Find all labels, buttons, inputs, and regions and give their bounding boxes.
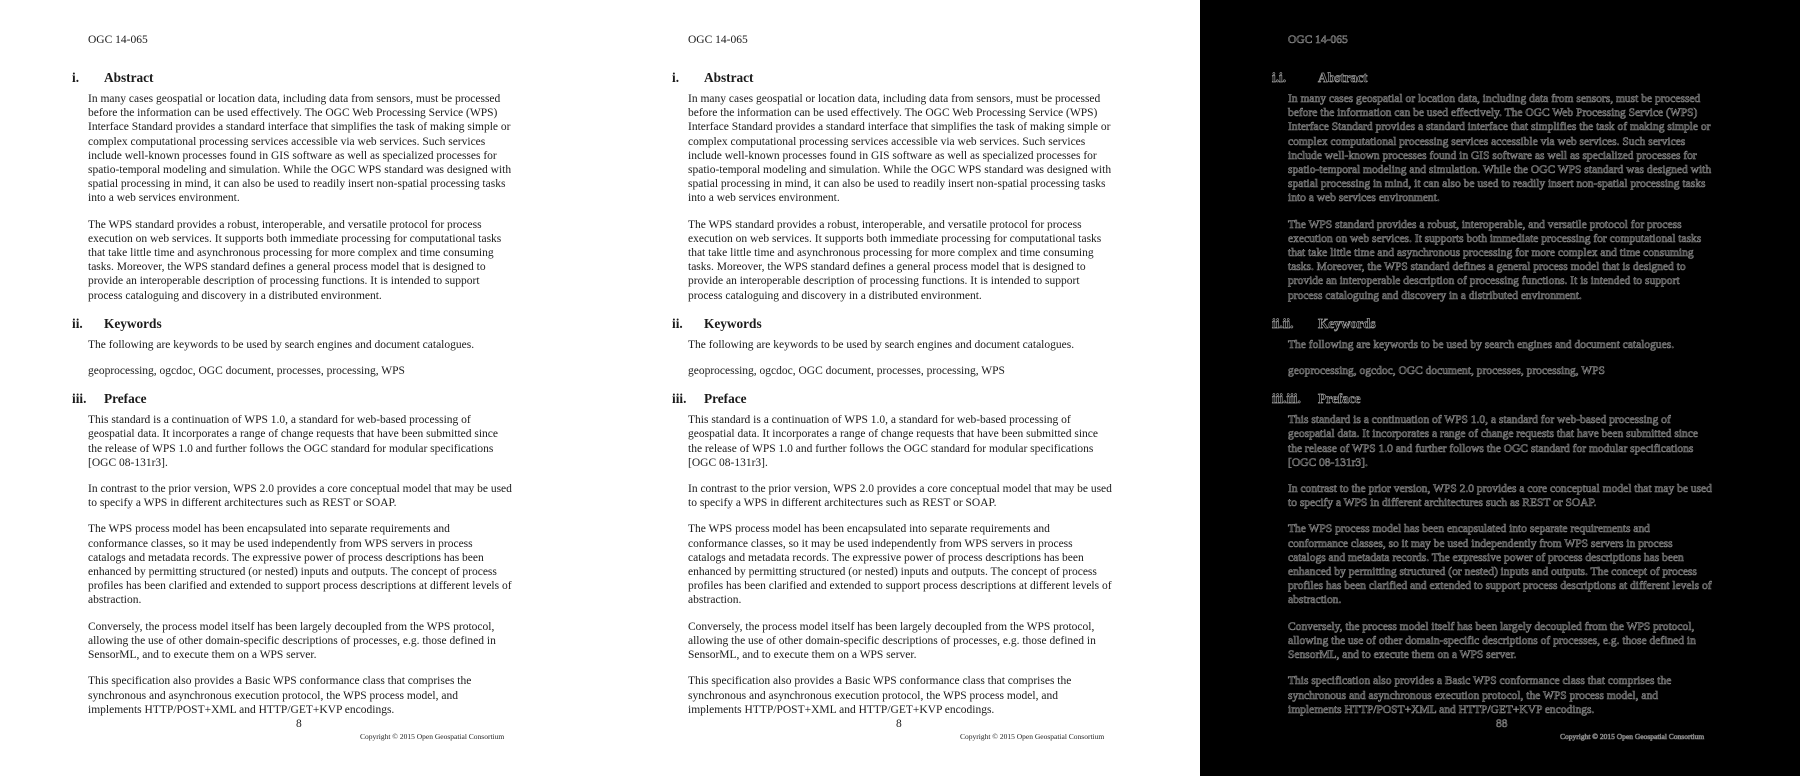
paragraph: This specification also provides a Basic WPS conformance class that comprises the synchronous and asynchronous execution protocol, the WPS process model, and implements HTTP/POST+XML and HTTP/GET+KVP encodings. — [1288, 675, 1672, 716]
paragraph: The WPS process model has been encapsulated into separate requirements and conformance classes, so it may be used independently from WPS servers in process catalogs and metadata records. The expressive power of process descriptions has been enhanced by permitting structured (or nested) inputs and outputs. The concept of process profiles has been clarified and extended to support process descriptions at different levels of abstraction. — [1288, 523, 1712, 607]
section-number: ii. — [1272, 315, 1283, 331]
paragraph: The following are keywords to be used by search engines and document catalogues. — [1288, 338, 1675, 351]
paragraph: The WPS standard provides a robust, interoperable, and versatile protocol for process execution on web services. It supports both immediate processing for computational tasks that take little time and asynchronous processing for more complex and time consuming tasks. Moreover, the WPS standard defines a general process model that is designed to provide an interoperable description of processing functions. It is intended to support process cataloguing and discovery in a distributed environment. — [688, 218, 1102, 302]
paragraph: The WPS standard provides a robust, interoperable, and versatile protocol for process execution on web services. It supports both immediate processing for computational tasks that take little time and asynchronous processing for more complex and time consuming tasks. Moreover, the WPS standard defines a general process model that is designed to provide an interoperable description of processing functions. It is intended to support process cataloguing and discovery in a distributed environment. — [1288, 218, 1702, 302]
paragraph: In many cases geospatial or location data, including data from sensors, must be processed before the information can be used effectively. The OGC Web Processing Service (WPS) Interface Standard provides a standard interface that simplifies the task of making simple or complex computational processing services accessible via web services. Such services include well-known processes found in GIS software as well as specialized processes for spatio-temporal modeling and simulation. While the OGC WPS standard was designed with spatial processing in mind, it can also be used to readily insert non-spatial processing tasks into a web services environment. — [688, 93, 1112, 205]
section-number: i. — [72, 70, 80, 85]
paragraph: geoprocessing, ogcdoc, OGC document, processes, processing, WPS — [88, 365, 405, 378]
paragraph: The WPS process model has been encapsulated into separate requirements and conformance classes, so it may be used independently from WPS servers in process catalogs and metadata records. The expressive power of process descriptions has been enhanced by permitting structured (or nested) inputs and outputs. The concept of process profiles has been clarified and extended to support process descriptions at different levels of abstraction. — [88, 523, 512, 607]
section-heading — [672, 70, 1112, 86]
section-number: iii. — [672, 391, 687, 407]
section-heading — [1272, 316, 1712, 332]
section-preface — [1272, 391, 1712, 717]
section-heading — [72, 316, 512, 332]
copyright-footer: Copyright © 2015 Open Geospatial Consortium — [1560, 732, 1705, 741]
section-abstract — [1272, 70, 1712, 303]
paragraph: This standard is a continuation of WPS 1.0, a standard for web-based processing of geospatial data. It incorporates a range of change requests that have been submitted since the release of WPS 1.0 and further follows the OGC standard for modular specifications [OGC 08-131r3]. — [1288, 414, 1699, 469]
section-title: Abstract — [704, 70, 754, 85]
paragraph: This standard is a continuation of WPS 1.0, a standard for web-based processing of geospatial data. It incorporates a range of change requests that have been submitted since the release of WPS 1.0 and further follows the OGC standard for modular specifications [OGC 08-131r3]. — [88, 414, 499, 469]
paragraph: The WPS standard provides a robust, interoperable, and versatile protocol for process execution on web services. It supports both immediate processing for computational tasks that take little time and asynchronous processing for more complex and time consuming tasks. Moreover, the WPS standard defines a general process model that is designed to provide an interoperable description of processing functions. It is intended to support process cataloguing and discovery in a distributed environment. — [88, 218, 502, 302]
section-number: iii. — [72, 391, 87, 407]
section-keywords — [672, 316, 1112, 378]
doc-id: OGC 14-065 — [88, 34, 148, 46]
section-title: Keywords — [704, 315, 762, 331]
section-number-doubled — [1272, 316, 1318, 332]
paragraph: In many cases geospatial or location data, including data from sensors, must be processed before the information can be used effectively. The OGC Web Processing Service (WPS) Interface Standard provides a standard interface that simplifies the task of making simple or complex computational processing services accessible via web services. Such services include well-known processes found in GIS software as well as specialized processes for spatio-temporal modeling and simulation. While the OGC WPS standard was designed with spatial processing in mind, it can also be used to readily insert non-spatial processing tasks into a web services environment. — [88, 93, 512, 205]
document-page-original — [0, 0, 600, 776]
paragraph: Conversely, the process model itself has been largely decoupled from the WPS protocol, allowing the use of other domain-specific descriptions of processes, e.g. those defined in SensorML, and to execute them on a WPS server. — [688, 620, 1096, 662]
paragraph: In contrast to the prior version, WPS 2.0 provides a core conceptual model that may be used to specify a WPS in different architectures such as REST or SOAP. — [688, 483, 1112, 510]
doc-id: OGC 14-065 — [1288, 34, 1348, 46]
section-heading — [72, 391, 512, 407]
section-title: Keywords — [104, 315, 162, 331]
page-number: 88 — [1496, 718, 1508, 730]
section-number-doubled — [1272, 391, 1318, 407]
paragraph: In contrast to the prior version, WPS 2.0 provides a core conceptual model that may be used to specify a WPS in different architectures such as REST or SOAP. — [88, 483, 512, 510]
copyright-footer: Copyright © 2015 Open Geospatial Consortium — [960, 732, 1105, 741]
page-number: 8 — [296, 718, 302, 730]
page-number: 8 — [896, 718, 902, 730]
paragraph: In many cases geospatial or location data, including data from sensors, must be processed before the information can be used effectively. The OGC Web Processing Service (WPS) Interface Standard provides a standard interface that simplifies the task of making simple or complex computational processing services accessible via web services. Such services include well-known processes found in GIS software as well as specialized processes for spatio-temporal modeling and simulation. While the OGC WPS standard was designed with spatial processing in mind, it can also be used to readily insert non-spatial processing tasks into a web services environment. — [1288, 93, 1712, 205]
section-number: i. — [1279, 70, 1287, 85]
section-title: Keywords — [1318, 315, 1376, 331]
document-page-outlined — [1200, 0, 1800, 776]
section-preface — [672, 391, 1112, 717]
section-abstract — [72, 70, 512, 303]
section-heading — [1272, 391, 1712, 407]
paragraph: Conversely, the process model itself has been largely decoupled from the WPS protocol, allowing the use of other domain-specific descriptions of processes, e.g. those defined in SensorML, and to execute them on a WPS server. — [1288, 620, 1696, 662]
section-number: ii. — [72, 315, 83, 331]
section-preface — [72, 391, 512, 717]
section-title: Preface — [1318, 391, 1361, 407]
paragraph: geoprocessing, ogcdoc, OGC document, processes, processing, WPS — [688, 365, 1005, 378]
paragraph: This standard is a continuation of WPS 1.0, a standard for web-based processing of geospatial data. It incorporates a range of change requests that have been submitted since the release of WPS 1.0 and further follows the OGC standard for modular specifications [OGC 08-131r3]. — [688, 414, 1099, 469]
section-number: iii. — [1286, 391, 1301, 407]
section-title: Abstract — [1318, 70, 1368, 85]
section-heading — [72, 70, 512, 86]
paragraph: In contrast to the prior version, WPS 2.0 provides a core conceptual model that may be used to specify a WPS in different architectures such as REST or SOAP. — [1288, 483, 1712, 510]
document-page-copy — [600, 0, 1200, 776]
section-number: i. — [1272, 70, 1280, 85]
page-content — [72, 70, 512, 730]
paragraph: Conversely, the process model itself has been largely decoupled from the WPS protocol, allowing the use of other domain-specific descriptions of processes, e.g. those defined in SensorML, and to execute them on a WPS server. — [88, 620, 496, 662]
section-number: iii. — [1272, 391, 1287, 407]
section-title: Preface — [104, 391, 147, 407]
section-heading — [672, 391, 1112, 407]
section-number-doubled — [1272, 70, 1318, 86]
section-abstract — [672, 70, 1112, 303]
section-keywords — [1272, 316, 1712, 378]
section-title: Abstract — [104, 70, 154, 85]
paragraph: This specification also provides a Basic WPS conformance class that comprises the synchronous and asynchronous execution protocol, the WPS process model, and implements HTTP/POST+XML and HTTP/GET+KVP encodings. — [688, 675, 1072, 716]
paragraph: The following are keywords to be used by search engines and document catalogues. — [688, 338, 1075, 351]
section-number: ii. — [1282, 315, 1294, 331]
page-content — [672, 70, 1112, 730]
paragraph: The WPS process model has been encapsulated into separate requirements and conformance classes, so it may be used independently from WPS servers in process catalogs and metadata records. The expressive power of process descriptions has been enhanced by permitting structured (or nested) inputs and outputs. The concept of process profiles has been clarified and extended to support process descriptions at different levels of abstraction. — [688, 523, 1112, 607]
section-title: Preface — [704, 391, 747, 407]
section-keywords — [72, 316, 512, 378]
section-number: ii. — [672, 315, 683, 331]
page-content — [1272, 70, 1712, 730]
paragraph: geoprocessing, ogcdoc, OGC document, processes, processing, WPS — [1288, 365, 1605, 378]
section-heading — [1272, 70, 1712, 86]
paragraph: This specification also provides a Basic WPS conformance class that comprises the synchronous and asynchronous execution protocol, the WPS process model, and implements HTTP/POST+XML and HTTP/GET+KVP encodings. — [88, 675, 472, 716]
paragraph: The following are keywords to be used by search engines and document catalogues. — [88, 338, 475, 351]
section-heading — [672, 316, 1112, 332]
doc-id: OGC 14-065 — [688, 34, 748, 46]
copyright-footer: Copyright © 2015 Open Geospatial Consortium — [360, 732, 505, 741]
section-number: i. — [672, 70, 680, 85]
